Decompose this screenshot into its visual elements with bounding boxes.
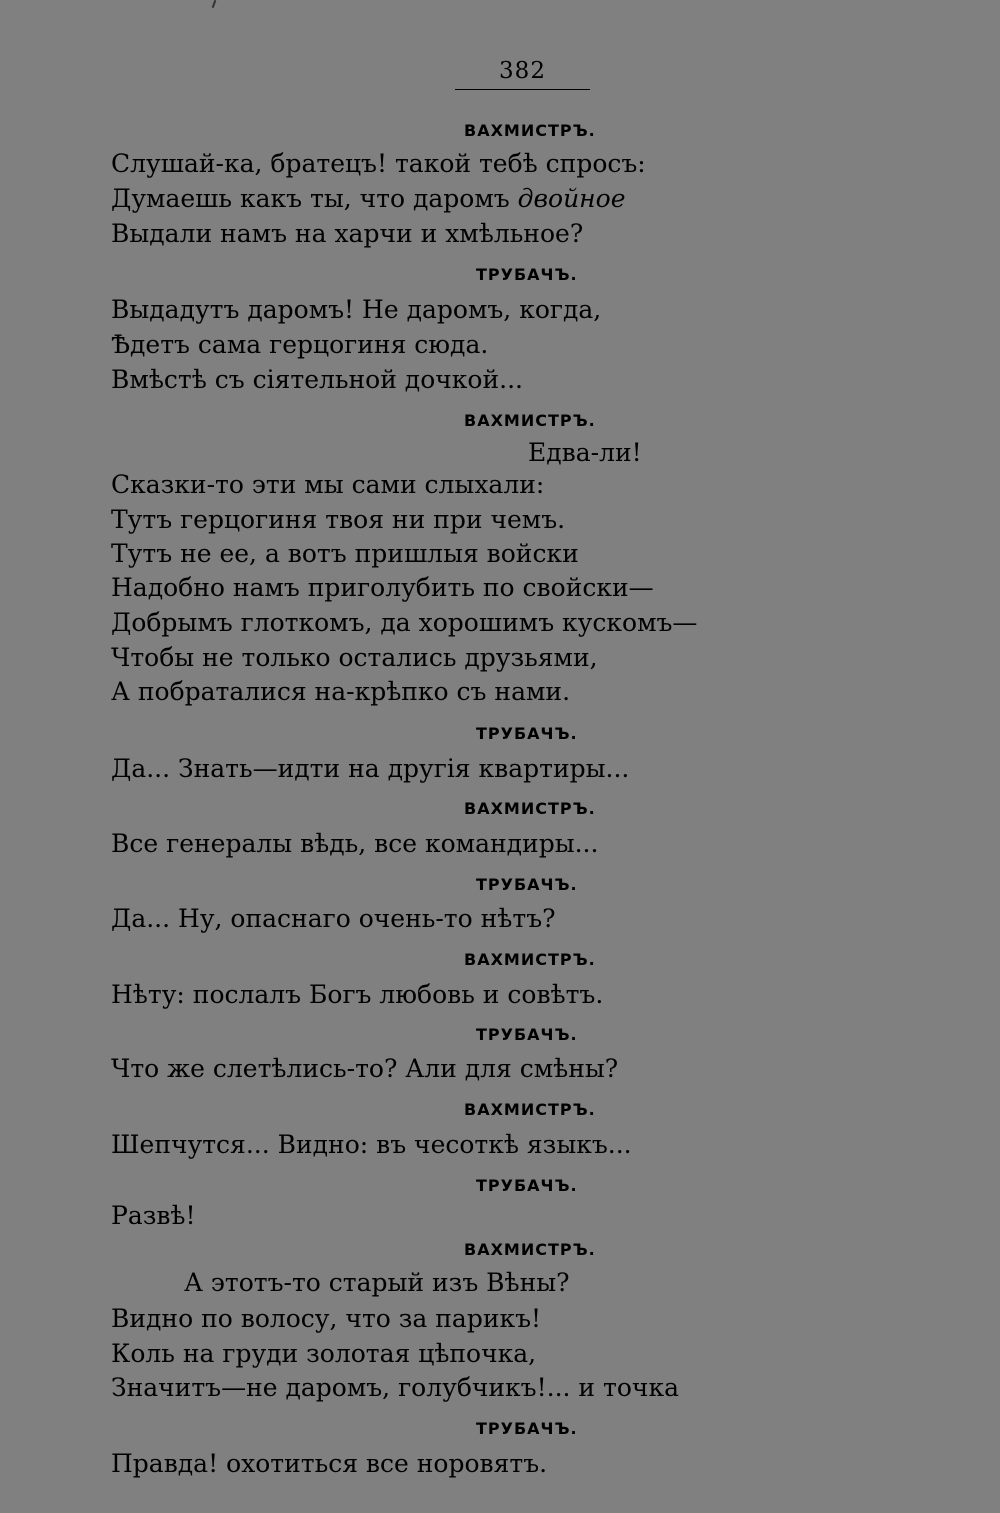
speaker-label: ТРУБАЧЪ.: [476, 724, 578, 743]
verse-line: Выдали намъ на харчи и хмѣльное?: [111, 219, 584, 248]
verse-line: Слушай-ка, братецъ! такой тебѣ спросъ:: [111, 149, 646, 178]
speaker-label: ТРУБАЧЪ.: [476, 265, 578, 284]
verse-line: Коль на груди золотая цѣпочка,: [111, 1339, 537, 1368]
verse-line: Сказки-то эти мы сами слыхали:: [111, 470, 545, 499]
verse-line: Добрымъ глоткомъ, да хорошимъ кускомъ—: [111, 608, 698, 637]
speaker-label: ТРУБАЧЪ.: [476, 1025, 578, 1044]
verse-line: Нѣту: послалъ Богъ любовь и совѣтъ.: [111, 980, 604, 1009]
verse-line: Ѣдетъ сама герцогиня сюда.: [111, 330, 489, 359]
verse-line: Правда! охотиться все норовятъ.: [111, 1449, 548, 1478]
verse-line: А побраталися на-крѣпко съ нами.: [111, 677, 571, 706]
verse-line: Шепчутся... Видно: въ чесоткѣ языкъ...: [111, 1130, 632, 1159]
verse-line: Да... Знать—идти на другія квартиры...: [111, 754, 630, 783]
verse-line: Едва-ли!: [528, 438, 642, 467]
speaker-label: ВАХМИСТРЪ.: [464, 950, 596, 969]
verse-line: [111, 184, 626, 214]
speaker-label: ТРУБАЧЪ.: [476, 1419, 578, 1438]
speaker-label: ВАХМИСТРЪ.: [464, 1240, 596, 1259]
verse-line: Чтобы не только остались друзьями,: [111, 643, 598, 672]
verse-line: Выдадутъ даромъ! Не даромъ, когда,: [111, 295, 602, 324]
verse-line: Тутъ герцогиня твоя ни при чемъ.: [111, 505, 566, 534]
verse-line-italic: двойное: [517, 184, 626, 213]
verse-line-text: Думаешь какъ ты, что даромъ: [111, 184, 518, 213]
verse-line: Что же слетѣлись-то? Али для смѣны?: [111, 1054, 619, 1083]
speaker-label: ТРУБАЧЪ.: [476, 1176, 578, 1195]
page-number: 382: [499, 58, 546, 84]
verse-line: Значитъ—не даромъ, голубчикъ!... и точка: [111, 1373, 679, 1402]
verse-line: Видно по волосу, что за парикъ!: [111, 1304, 542, 1333]
verse-line: Вмѣстѣ съ сіятельной дочкой...: [111, 365, 523, 394]
speaker-label: ВАХМИСТРЪ.: [464, 799, 596, 818]
verse-line: Тутъ не ее, а вотъ пришлыя войски: [111, 539, 579, 568]
speaker-label: ТРУБАЧЪ.: [476, 875, 578, 894]
verse-line: Развѣ!: [111, 1201, 196, 1230]
page-number-rule: [455, 89, 590, 90]
speaker-label: ВАХМИСТРЪ.: [464, 1100, 596, 1119]
speaker-label: ВАХМИСТРЪ.: [464, 121, 596, 140]
verse-line: А этотъ-то старый изъ Вѣны?: [184, 1268, 570, 1297]
verse-line: Да... Ну, опаснаго очень-то нѣтъ?: [111, 904, 556, 933]
speaker-label: ВАХМИСТРЪ.: [464, 411, 596, 430]
stray-ink-mark: [212, 0, 217, 8]
verse-line: Все генералы вѣдь, все командиры...: [111, 829, 599, 858]
verse-line: Надобно намъ приголубить по свойски—: [111, 573, 654, 602]
